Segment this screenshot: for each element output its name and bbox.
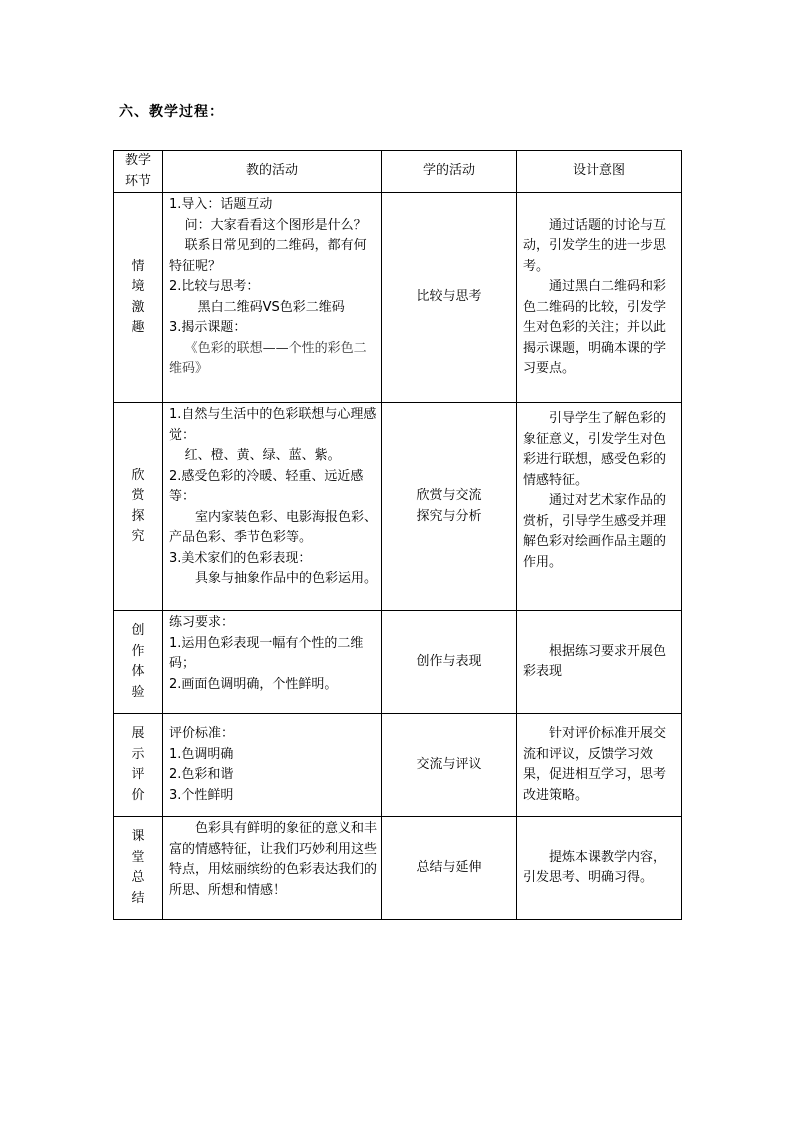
teacher-line: 1.自然与生活中的色彩联想与心理感觉： [169,407,377,443]
table-row [114,403,682,611]
intent-paragraph: 通过话题的讨论与互动，引发学生的进一步思考。 [523,217,667,274]
student-line: 交流与评议 [416,756,482,772]
teacher-line: 2.比较与思考： [169,279,260,294]
intent-paragraph: 通过黑白二维码和彩色二维码的比较，引发学生对色彩的关注；并以此揭示课题，明确本课的学习要点。 [523,279,667,376]
teacher-line: 《色彩的联想——个性的彩色二维码》 [169,340,367,376]
teacher-line: 2.画面色调明确，个性鲜明。 [169,676,338,692]
teacher-line: 练习要求： [169,615,235,630]
teacher-activity-cell [163,193,382,403]
intent-paragraph: 根据练习要求开展色彩表现 [523,643,667,679]
stage-char: 展 [131,726,145,741]
stage-char: 结 [131,890,145,906]
stage-char: 欣 [131,467,145,483]
stage-char: 示 [131,746,145,762]
stage-char: 堂 [131,849,145,865]
teaching-process-table [113,150,682,920]
design-intent-cell [517,611,682,714]
header-intent: 设计意图 [517,151,682,193]
teacher-line: 3.美术家们的色彩表现： [169,550,312,566]
stage-char: 究 [131,529,145,544]
table-row [114,817,682,920]
student-line: 比较与思考 [416,289,482,305]
teacher-line: 3.揭示课题： [169,320,247,335]
header-teacher: 教的活动 [163,151,382,193]
intent-paragraph: 引导学生了解色彩的象征意义，引发学生对色彩进行联想，感受色彩的情感特征。 [523,411,667,488]
teacher-activity-cell [163,714,382,817]
table-row [114,193,682,403]
teacher-line: 联系日常见到的二维码，都有何特征呢？ [169,238,367,274]
teacher-line: 1.运用色彩表现一幅有个性的二维码； [169,635,364,671]
teacher-line: 3.个性鲜明 [169,787,234,803]
teacher-line: 2.色彩和谐 [169,767,234,782]
student-line: 欣赏与交流 [416,488,482,503]
stage-char: 总 [131,870,145,885]
student-activity-cell [382,714,517,817]
stage-char: 趣 [131,320,145,335]
student-line: 探究与分析 [416,508,482,524]
header-student: 学的活动 [382,151,517,193]
stage-char: 体 [131,664,145,679]
student-activity-cell [382,193,517,403]
teacher-line: 1.导入：话题互动 [169,197,273,212]
teacher-activity-cell [163,403,382,611]
stage-char: 激 [131,299,145,315]
section-title: 六、教学过程： [119,104,224,120]
teacher-line: 色彩具有鲜明的象征的意义和丰富的情感特征，让我们巧妙利用这些特点，用炫丽缤纷的色彩表达我们的所思、所想和情感！ [169,821,378,898]
stage-cell [114,403,163,611]
design-intent-cell [517,817,682,920]
intent-paragraph: 通过对艺术家作品的赏析，引导学生感受并理解色彩对绘画作品主题的作用。 [523,493,667,570]
student-line: 总结与延伸 [416,859,482,875]
teacher-activity-cell [163,817,382,920]
stage-char: 探 [131,508,145,524]
teacher-line: 室内家装色彩、电影海报色彩、产品色彩、季节色彩等。 [169,509,378,545]
stage-cell [114,714,163,817]
table-row [114,714,682,817]
header-stage-line: 教学 [124,153,151,168]
stage-char: 境 [131,279,145,294]
teacher-line: 黑白二维码VS色彩二维码 [197,299,345,315]
stage-char: 验 [131,684,145,700]
header-stage [114,151,163,193]
student-activity-cell [382,403,517,611]
stage-char: 课 [131,829,145,844]
teacher-line: 红、橙、黄、绿、蓝、紫。 [184,448,341,463]
design-intent-cell [517,403,682,611]
teacher-line: 评价标准： [169,726,235,741]
stage-char: 赏 [131,488,145,503]
table-header-row [114,151,682,193]
table-row [114,611,682,714]
header-stage-line: 环节 [124,173,151,189]
stage-cell [114,193,163,403]
intent-paragraph: 针对评价标准开展交流和评议，反馈学习效果，促进相互学习，思考改进策略。 [523,726,667,803]
teacher-line: 问：大家看看这个图形是什么？ [184,217,367,233]
stage-cell [114,817,163,920]
teacher-line: 具象与抽象作品中的色彩运用。 [195,571,378,586]
teacher-line: 1.色调明确 [169,746,234,762]
student-activity-cell [382,611,517,714]
intent-paragraph: 提炼本课教学内容，引发思考、明确习得。 [523,849,667,885]
stage-char: 价 [131,787,145,803]
student-activity-cell [382,817,517,920]
student-line: 创作与表现 [416,653,482,669]
stage-char: 情 [131,258,145,274]
stage-cell [114,611,163,714]
stage-char: 创 [131,623,145,638]
design-intent-cell [517,193,682,403]
stage-char: 评 [131,767,145,782]
teacher-line: 2.感受色彩的冷暖、轻重、远近感等： [169,468,364,504]
stage-char: 作 [131,643,145,659]
design-intent-cell [517,714,682,817]
teacher-activity-cell [163,611,382,714]
